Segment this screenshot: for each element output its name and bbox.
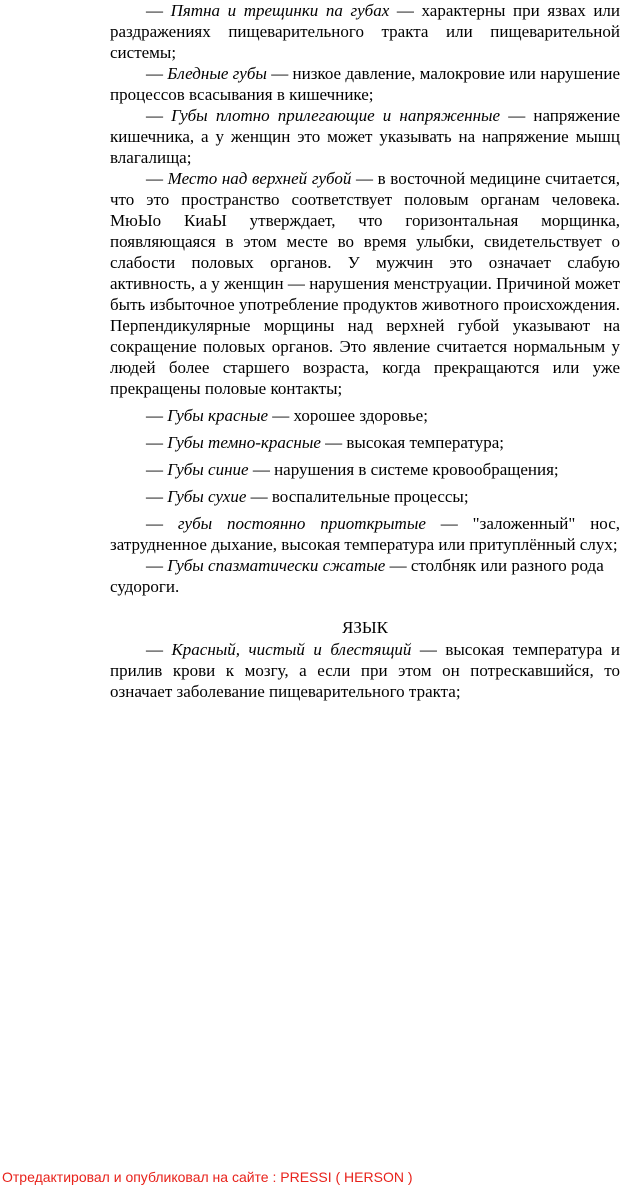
document-page (110, 0, 620, 702)
entry-pale-lips: — Бледные губы — низкое давление, малокровие или нарушение процессов всасывания в кишечнике; (110, 64, 620, 104)
entry-text: — "заложенный" нос, затрудненное дыхание, высокая температура или притуплённый слух; (110, 514, 620, 554)
entry-term: Губы синие (167, 460, 249, 479)
section-heading-tongue: ЯЗЫК (341, 618, 389, 637)
entry-term: Красный, чистый и блестящий (171, 640, 412, 659)
entry-term: Губы красные (167, 406, 269, 425)
entry-red-tongue: — Красный, чистый и блестящий — высокая температура и прилив крови к мозгу, а если при этом он потрескавшийся, то означает заболевание пищеварительного тракта; (110, 640, 620, 701)
entry-term: Губы сухие (167, 487, 247, 506)
entry-red-lips: — Губы красные — хорошее здоровье; (146, 406, 428, 425)
entry-clenched-lips: — Губы спазматически сжатые — столбняк или разного рода судороги. (110, 556, 604, 596)
entry-term: Губы спазматически сжатые (167, 556, 386, 575)
entry-text: — воспалительные процессы; (246, 487, 469, 506)
entry-open-lips: — губы постоянно приоткрытые — "заложенный" нос, затрудненное дыхание, высокая температура или притуплённый слух; (110, 514, 620, 554)
entry-term: Бледные губы (167, 64, 267, 83)
entry-dry-lips: — Губы сухие — воспалительные процессы; (146, 487, 469, 506)
entry-dark-red-lips: — Губы темно-красные — высокая температура; (146, 433, 504, 452)
entry-text: — хорошее здоровье; (268, 406, 428, 425)
entry-text: — высокая температура и прилив крови к мозгу, а если при этом он потрескавшийся, то означает заболевание пищеварительного тракта; (110, 640, 620, 701)
entry-blue-lips: — Губы синие — нарушения в системе кровообращения; (146, 460, 559, 479)
entry-lip-spots: — Пятна и трещинки па губах — характерны при язвах или раздражениях пищеварительного тракта или пищеварительной системы; (110, 1, 620, 62)
entry-text: — напряжение кишечника, а у женщин это может указывать на напряжение мышц влагалища; (110, 106, 620, 167)
entry-text: — характерны при язвах или раздражениях пищеварительного тракта или пищеварительной системы; (110, 1, 620, 62)
entry-term: Пятна и трещинки па губах (170, 1, 390, 20)
entry-term: губы постоянно приоткрытые (177, 514, 426, 533)
entry-text: — низкое давление, малокровие или нарушение процессов всасывания в кишечнике; (110, 64, 620, 104)
entry-text: — столбняк или разного рода судороги. (110, 556, 604, 596)
entry-text: — нарушения в системе кровообращения; (248, 460, 559, 479)
entry-above-upper-lip: — Место над верхней губой — в восточной медицине считается, что это пространство соответствует половым органам человека. МюЫо КиаЫ утверждает, что горизонтальная морщинка, появляющаяся в этом месте во время улыбки, свидетельствует о слабости половых органов. У мужчин это означает слабую активность, а у женщин — нарушения менструации. Причиной может быть избыточное употребление продуктов животного происхождения. Перпендикулярные морщины над верхней губой указывают на сокращение половых органов. Это явление считается нормальным у людей более старшего возраста, когда прекращаются или уже прекращены половые контакты; (110, 169, 620, 398)
entry-term: Губы плотно прилегающие и напряженные (171, 106, 501, 125)
entry-term: Губы темно-красные (167, 433, 321, 452)
publisher-credit: Отредактировал и опубликовал на сайте : PRESSI ( HERSON ) (2, 1169, 413, 1185)
entry-text: — в восточной медицине считается, что это пространство соответствует половым органам человека. МюЫо КиаЫ утверждает, что горизонтальная морщинка, появляющаяся в этом месте во время улыбки, свидетельствует о слабости половых органов. У мужчин это означает слабую активность, а у женщин — нарушения менструации. Причиной может быть избыточное употребление продуктов животного происхождения. Перпендикулярные морщины над верхней губой указывают на сокращение половых органов. Это явление считается нормальным у людей более старшего возраста, когда прекращаются или уже прекращены половые контакты; (110, 169, 620, 398)
entry-tight-lips: — Губы плотно прилегающие и напряженные — напряжение кишечника, а у женщин это может указывать на напряжение мышц влагалища; (110, 106, 620, 167)
entry-term: Место над верхней губой (167, 169, 352, 188)
entry-text: — высокая температура; (320, 433, 504, 452)
